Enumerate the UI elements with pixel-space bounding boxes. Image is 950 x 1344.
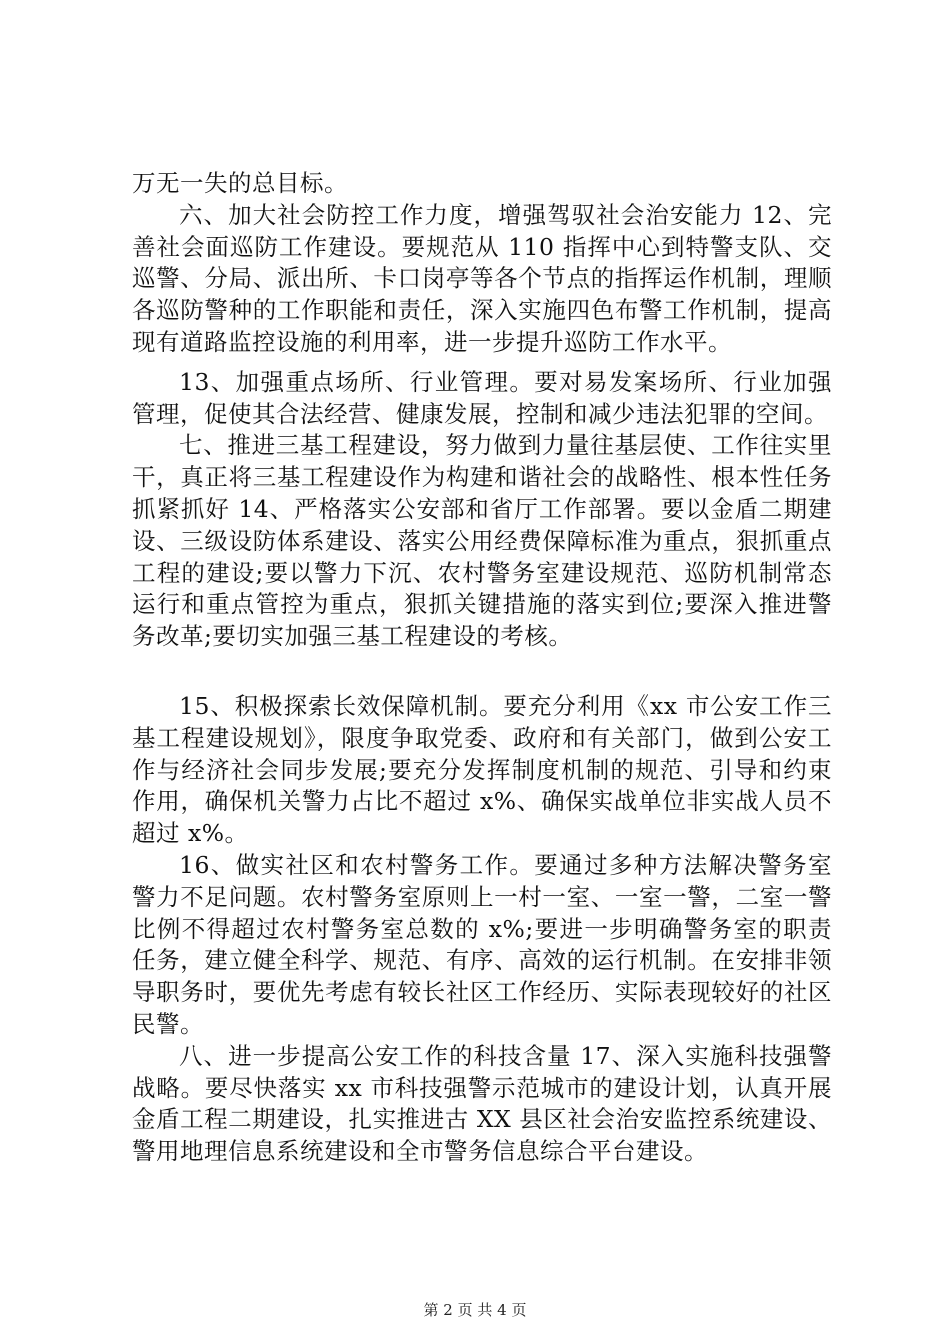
paragraph-item-15: 15、积极探索长效保障机制。要充分利用《xx 市公安工作三基工程建设规划》，限度争取党委、政府和有关部门，做到公安工作与经济社会同步发展;要充分发挥制度机制的规范、引导和约束作用，确保机关警力占比不超过 x%、确保实战单位非实战人员不超过 x%。 — [132, 691, 832, 848]
page-number-footer: 第 2 页 共 4 页 — [423, 1301, 527, 1319]
paragraph-item-13: 13、加强重点场所、行业管理。要对易发案场所、行业加强管理，促使其合法经营、健康发展，控制和减少违法犯罪的空间。 — [132, 367, 832, 428]
paragraph-section-seven: 七、推进三基工程建设，努力做到力量往基层使、工作往实里干，真正将三基工程建设作为构建和谐社会的战略性、根本性任务抓紧抓好 14、严格落实公安部和省厅工作部署。要以金盾二期建设、三级设防体系建设、落实公用经费保障标准为重点，狠抓重点工程的建设;要以警力下沉、农村警务室建设规范、巡防机制常态运行和重点管控为重点，狠抓关键措施的落实到位;要深入推进警务改革;要切实加强三基工程建设的考核。 — [132, 431, 832, 651]
paragraph-section-eight: 八、进一步提高公安工作的科技含量 17、深入实施科技强警战略。要尽快落实 xx 市科技强警示范城市的建设计划，认真开展金盾工程二期建设，扎实推进古 XX 县区社会治安监控系统建设、警用地理信息系统建设和全市警务信息综合平台建设。 — [132, 1041, 832, 1166]
paragraph-continuation: 万无一失的总目标。 — [132, 169, 348, 197]
paragraph-section-six: 六、加大社会防控工作力度，增强驾驭社会治安能力 12、完善社会面巡防工作建设。要规范从 110 指挥中心到特警支队、交巡警、分局、派出所、卡口岗亭等各个节点的指挥运作机制，理顺各巡防警种的工作职能和责任，深入实施四色布警工作机制，提高现有道路监控设施的利用率，进一步提升巡防工作水平。 — [132, 200, 832, 356]
paragraph-item-16: 16、做实社区和农村警务工作。要通过多种方法解决警务室警力不足问题。农村警务室原则上一村一室、一室一警，二室一警比例不得超过农村警务室总数的 x%;要进一步明确警务室的职责任务，建立健全科学、规范、有序、高效的运行机制。在安排非领导职务时，要优先考虑有较长社区工作经历、实际表现较好的社区民警。 — [132, 850, 832, 1038]
document-body — [132, 168, 832, 1168]
